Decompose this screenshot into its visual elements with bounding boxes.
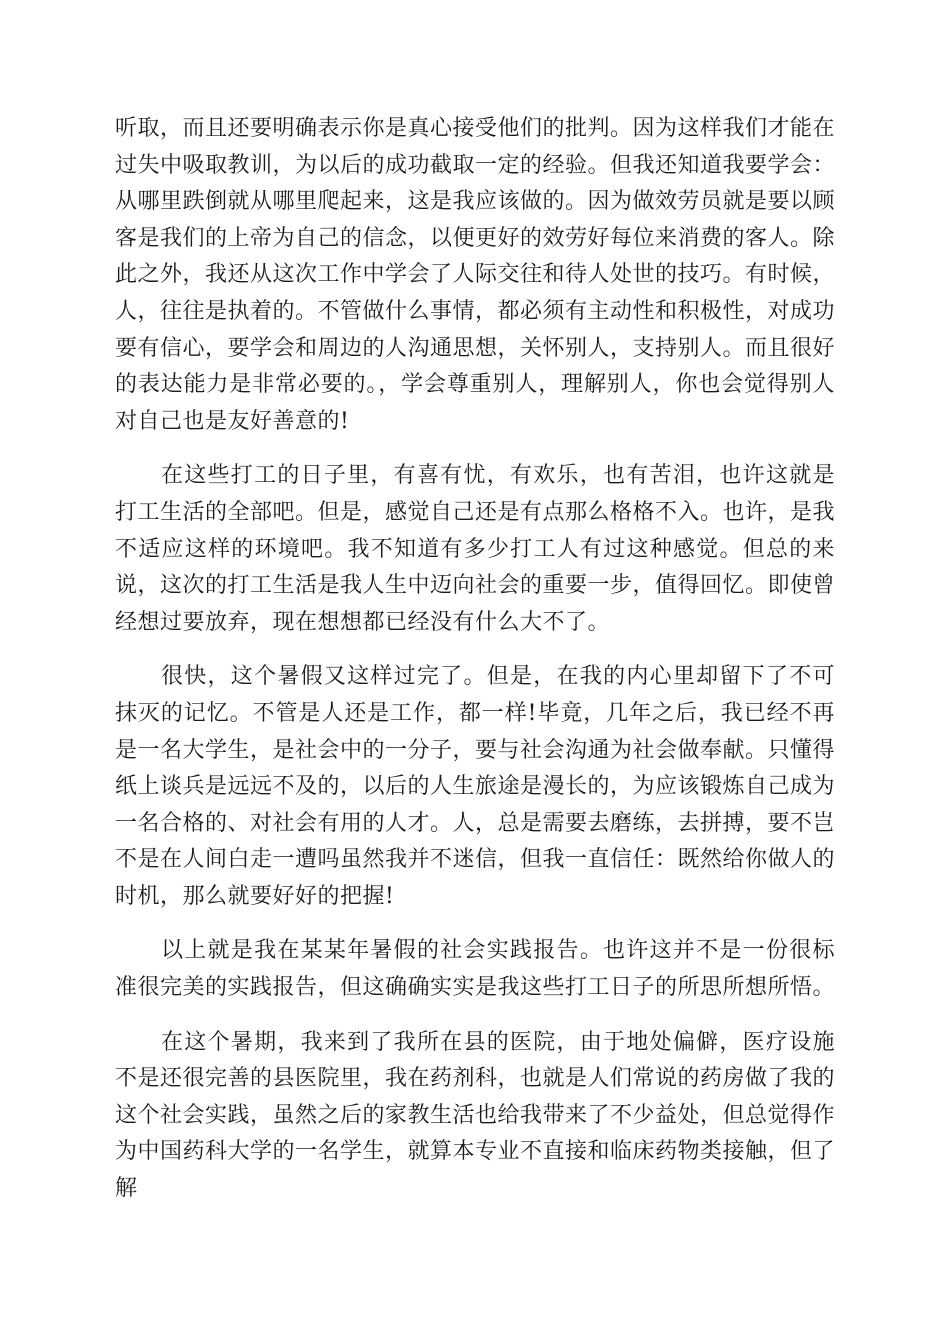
paragraph-work-feelings: 在这些打工的日子里，有喜有忧，有欢乐，也有苦泪，也许这就是打工生活的全部吧。但是，感觉自己还是有点那么格格不入。也许，是我不适应这样的环境吧。我不知道有多少打工人有过这种感觉。但总的来说，这次的打工生活是我人生中迈向社会的重要一步，值得回忆。即使曾经想过要放弃，现在想想都已经没有什么大不了。 xyxy=(115,463,836,635)
paragraph-report-summary: 以上就是我在某某年暑假的社会实践报告。也许这并不是一份很标准很完美的实践报告，但这确确实实是我这些打工日子的所思所想所悟。 xyxy=(115,938,836,1001)
paragraph-continuation: 听取，而且还要明确表示你是真心接受他们的批判。因为这样我们才能在过失中吸取教训，为以后的成功截取一定的经验。但我还知道我要学会：从哪里跌倒就从哪里爬起来，这是我应该做的。因为做效劳员就是要以顾客是我们的上帝为自己的信念，以便更好的效劳好每位来消费的客人。除此之外，我还从这次工作中学会了人际交往和待人处世的技巧。有时候，人，往往是执着的。不管做什么事情，都必须有主动性和积极性，对成功要有信心，要学会和周边的人沟通思想，关怀别人，支持别人。而且很好的表达能力是非常必要的。，学会尊重别人，理解别人，你也会觉得别人对自己也是友好善意的! xyxy=(115,116,836,434)
document-body xyxy=(115,111,835,1226)
paragraph-summer-end: 很快，这个暑假又这样过完了。但是，在我的内心里却留下了不可抹灭的记忆。不管是人还是工作，都一样!毕竟，几年之后，我已经不再是一名大学生，是社会中的一分子，要与社会沟通为社会做奉献。只懂得纸上谈兵是远远不及的，以后的人生旅途是漫长的，为应该锻炼自己成为一名合格的、对社会有用的人才。人，总是需要去磨练，去拼搏，要不岂不是在人间白走一遭吗虽然我并不迷信，但我一直信任：既然给你做人的时机，那么就要好好的把握! xyxy=(115,664,836,909)
paragraph-hospital-practice: 在这个暑期，我来到了我所在县的医院，由于地处偏僻，医疗设施不是还很完善的县医院里，我在药剂科，也就是人们常说的药房做了我的这个社会实践，虽然之后的家教生活也给我带来了不少益处，但总觉得作为中国药科大学的一名学生，就算本专业不直接和临床药物类接触，但了解 xyxy=(115,1029,836,1202)
